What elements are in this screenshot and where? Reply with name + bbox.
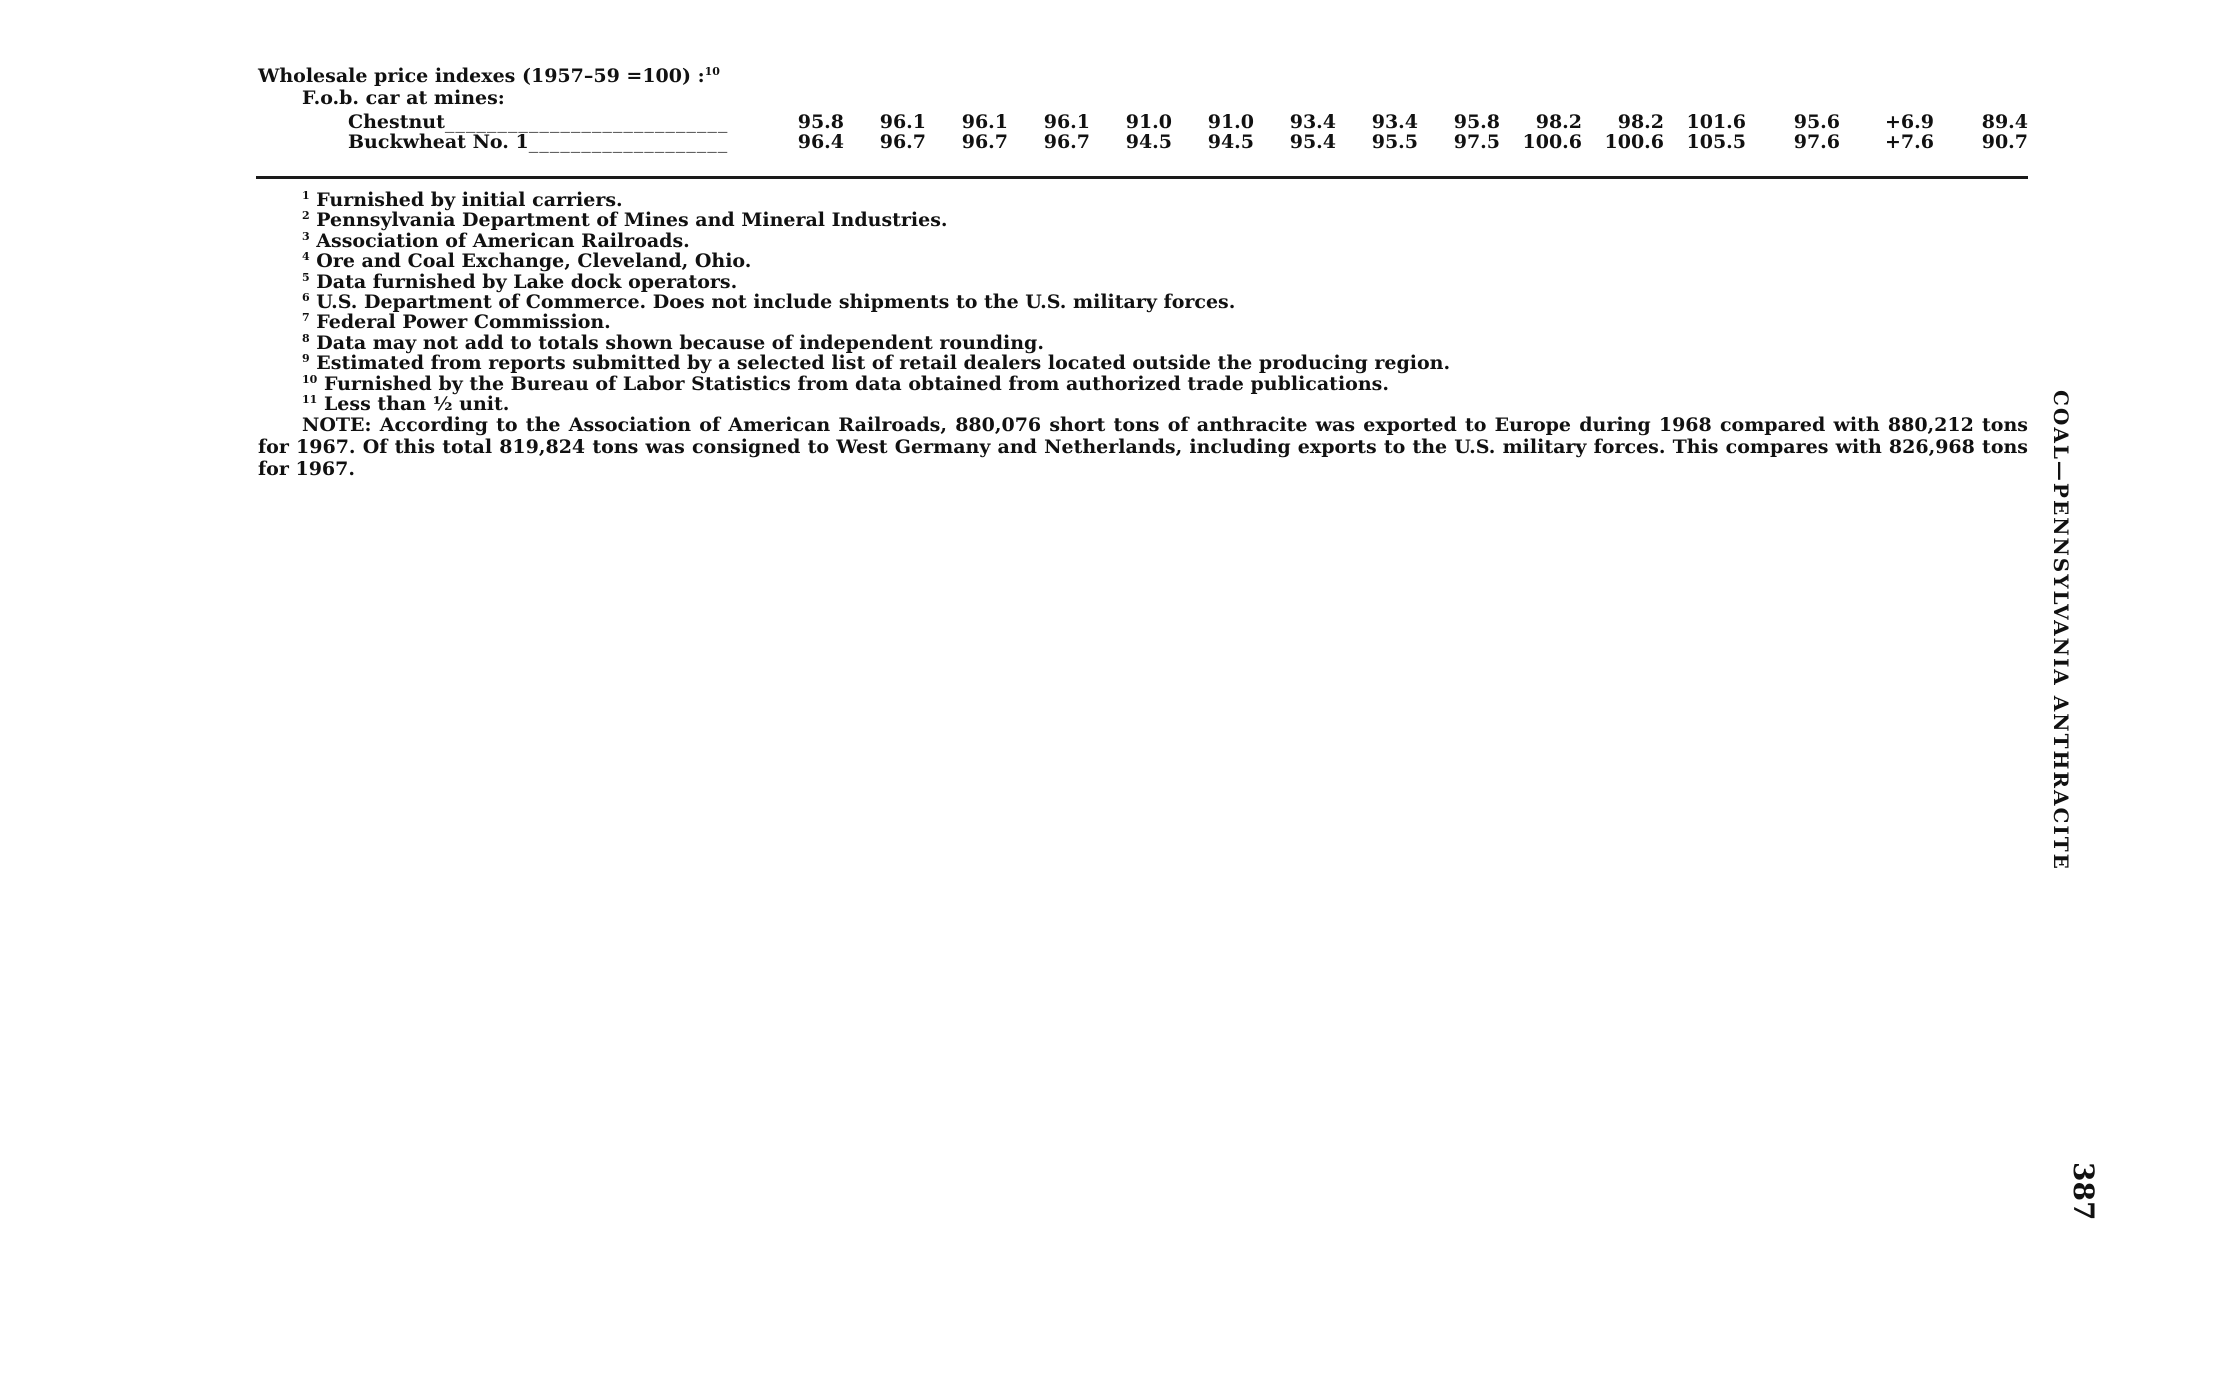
table-cell: 96.4 [797, 131, 844, 153]
footnote-item [302, 353, 1450, 373]
table-row [0, 111, 2213, 133]
footnote-text: Less than ½ unit. [323, 393, 510, 415]
table-cell: 98.2 [1535, 111, 1582, 133]
row-label [348, 111, 758, 133]
footnote-item [302, 292, 1235, 312]
footnote-item [302, 374, 1389, 394]
table-cell: 95.8 [797, 111, 844, 133]
footnote-number: 5 [302, 270, 310, 284]
footnote-item [302, 210, 948, 230]
table-cell: 94.5 [1207, 131, 1254, 153]
table-cell: 105.5 [1686, 131, 1746, 153]
footnote-text: Furnished by the Bureau of Labor Statistics from data obtained from authorized trade publications. [323, 372, 1389, 395]
table-cell: 91.0 [1125, 111, 1172, 133]
table-cell: 90.7 [1981, 131, 2028, 153]
table-cell: 95.8 [1453, 111, 1500, 133]
table-cell: 96.1 [961, 111, 1008, 133]
footnote-text: Pennsylvania Department of Mines and Mineral Industries. [316, 209, 948, 232]
footnote-number: 1 [302, 189, 310, 202]
table-subheading: F.o.b. car at mines: [302, 87, 505, 109]
table-cell: 95.4 [1289, 131, 1336, 153]
table-cell: 96.7 [879, 131, 926, 153]
table-cell: 95.5 [1371, 131, 1418, 153]
table-cell: 97.5 [1453, 131, 1500, 153]
footnote-number: 9 [302, 352, 310, 366]
dot-leader: ___________________ [528, 131, 729, 153]
footnote-ref: 10 [704, 65, 720, 78]
footnote-text: Federal Power Commission. [316, 311, 611, 334]
footnote-item [302, 312, 611, 332]
table-cell: 96.7 [1043, 131, 1090, 153]
table-cell: 96.1 [1043, 111, 1090, 133]
table-cell: 94.5 [1125, 131, 1172, 153]
table-note: NOTE: According to the Association of American Railroads, 880,076 short tons of anthracite was exported to Europe during 1968 compared with 880,212 tons for 1967. Of this total 819,824 tons was consigned to West Germany and Netherlands, including exports to the U.S. military forces. This compares with 826,968 tons for 1967. [258, 414, 2028, 480]
table-cell: 100.6 [1522, 131, 1582, 153]
footnote-text: Furnished by initial carriers. [316, 189, 623, 211]
footnote-number: 2 [302, 209, 310, 223]
table-cell: 97.6 [1793, 131, 1840, 153]
footnote-text: U.S. Department of Commerce. Does not include shipments to the U.S. military forces. [316, 291, 1236, 313]
table-cell: 89.4 [1981, 111, 2028, 133]
footnote-number: 7 [302, 311, 310, 325]
footnote-item [302, 251, 751, 271]
footnote-text: Data furnished by Lake dock operators. [316, 270, 738, 293]
table-cell: +6.9 [1885, 111, 1934, 133]
footnote-number: 10 [302, 372, 318, 386]
footnote-number: 3 [302, 229, 310, 243]
table-cell: 93.4 [1289, 111, 1336, 133]
footnote-number: 8 [302, 331, 310, 345]
footnote-number: 11 [302, 393, 318, 406]
footnote-text: Association of American Railroads. [316, 229, 690, 252]
footnote-number: 4 [302, 250, 310, 264]
table-cell: 101.6 [1686, 111, 1746, 133]
footnote-item [302, 333, 1044, 353]
table-cell: 96.1 [879, 111, 926, 133]
page-number: 387 [2067, 1162, 2100, 1221]
table-cell: 100.6 [1604, 131, 1664, 153]
table-cell: +7.6 [1885, 131, 1934, 153]
table-cell: 96.7 [961, 131, 1008, 153]
running-head: COAL—PENNSYLVANIA ANTHRACITE [2049, 390, 2073, 871]
row-label-text: Chestnut [348, 111, 445, 133]
dot-leader: ___________________________ [444, 111, 729, 133]
footnote-item [302, 231, 690, 251]
table-cell: 98.2 [1617, 111, 1664, 133]
table-cell: 95.6 [1793, 111, 1840, 133]
footnote-text: Ore and Coal Exchange, Cleveland, Ohio. [316, 250, 752, 273]
footnote-text: Data may not add to totals shown because of independent rounding. [316, 331, 1044, 354]
footnote-item [302, 394, 509, 414]
table-section-heading: Wholesale price indexes (1957–59 =100) :$^{10}$ [258, 65, 720, 87]
footnote-item [302, 272, 737, 292]
row-label [348, 131, 758, 153]
footnote-text: Estimated from reports submitted by a selected list of retail dealers located outside the producing region. [316, 352, 1451, 375]
footnote-number: 6 [302, 291, 310, 304]
row-label-text: Buckwheat No. 1 [348, 131, 529, 153]
table-cell: 93.4 [1371, 111, 1418, 133]
table-cell: 91.0 [1207, 111, 1254, 133]
table-row [0, 131, 2213, 153]
footnote-item [302, 190, 623, 210]
table-bottom-rule [256, 176, 2028, 179]
